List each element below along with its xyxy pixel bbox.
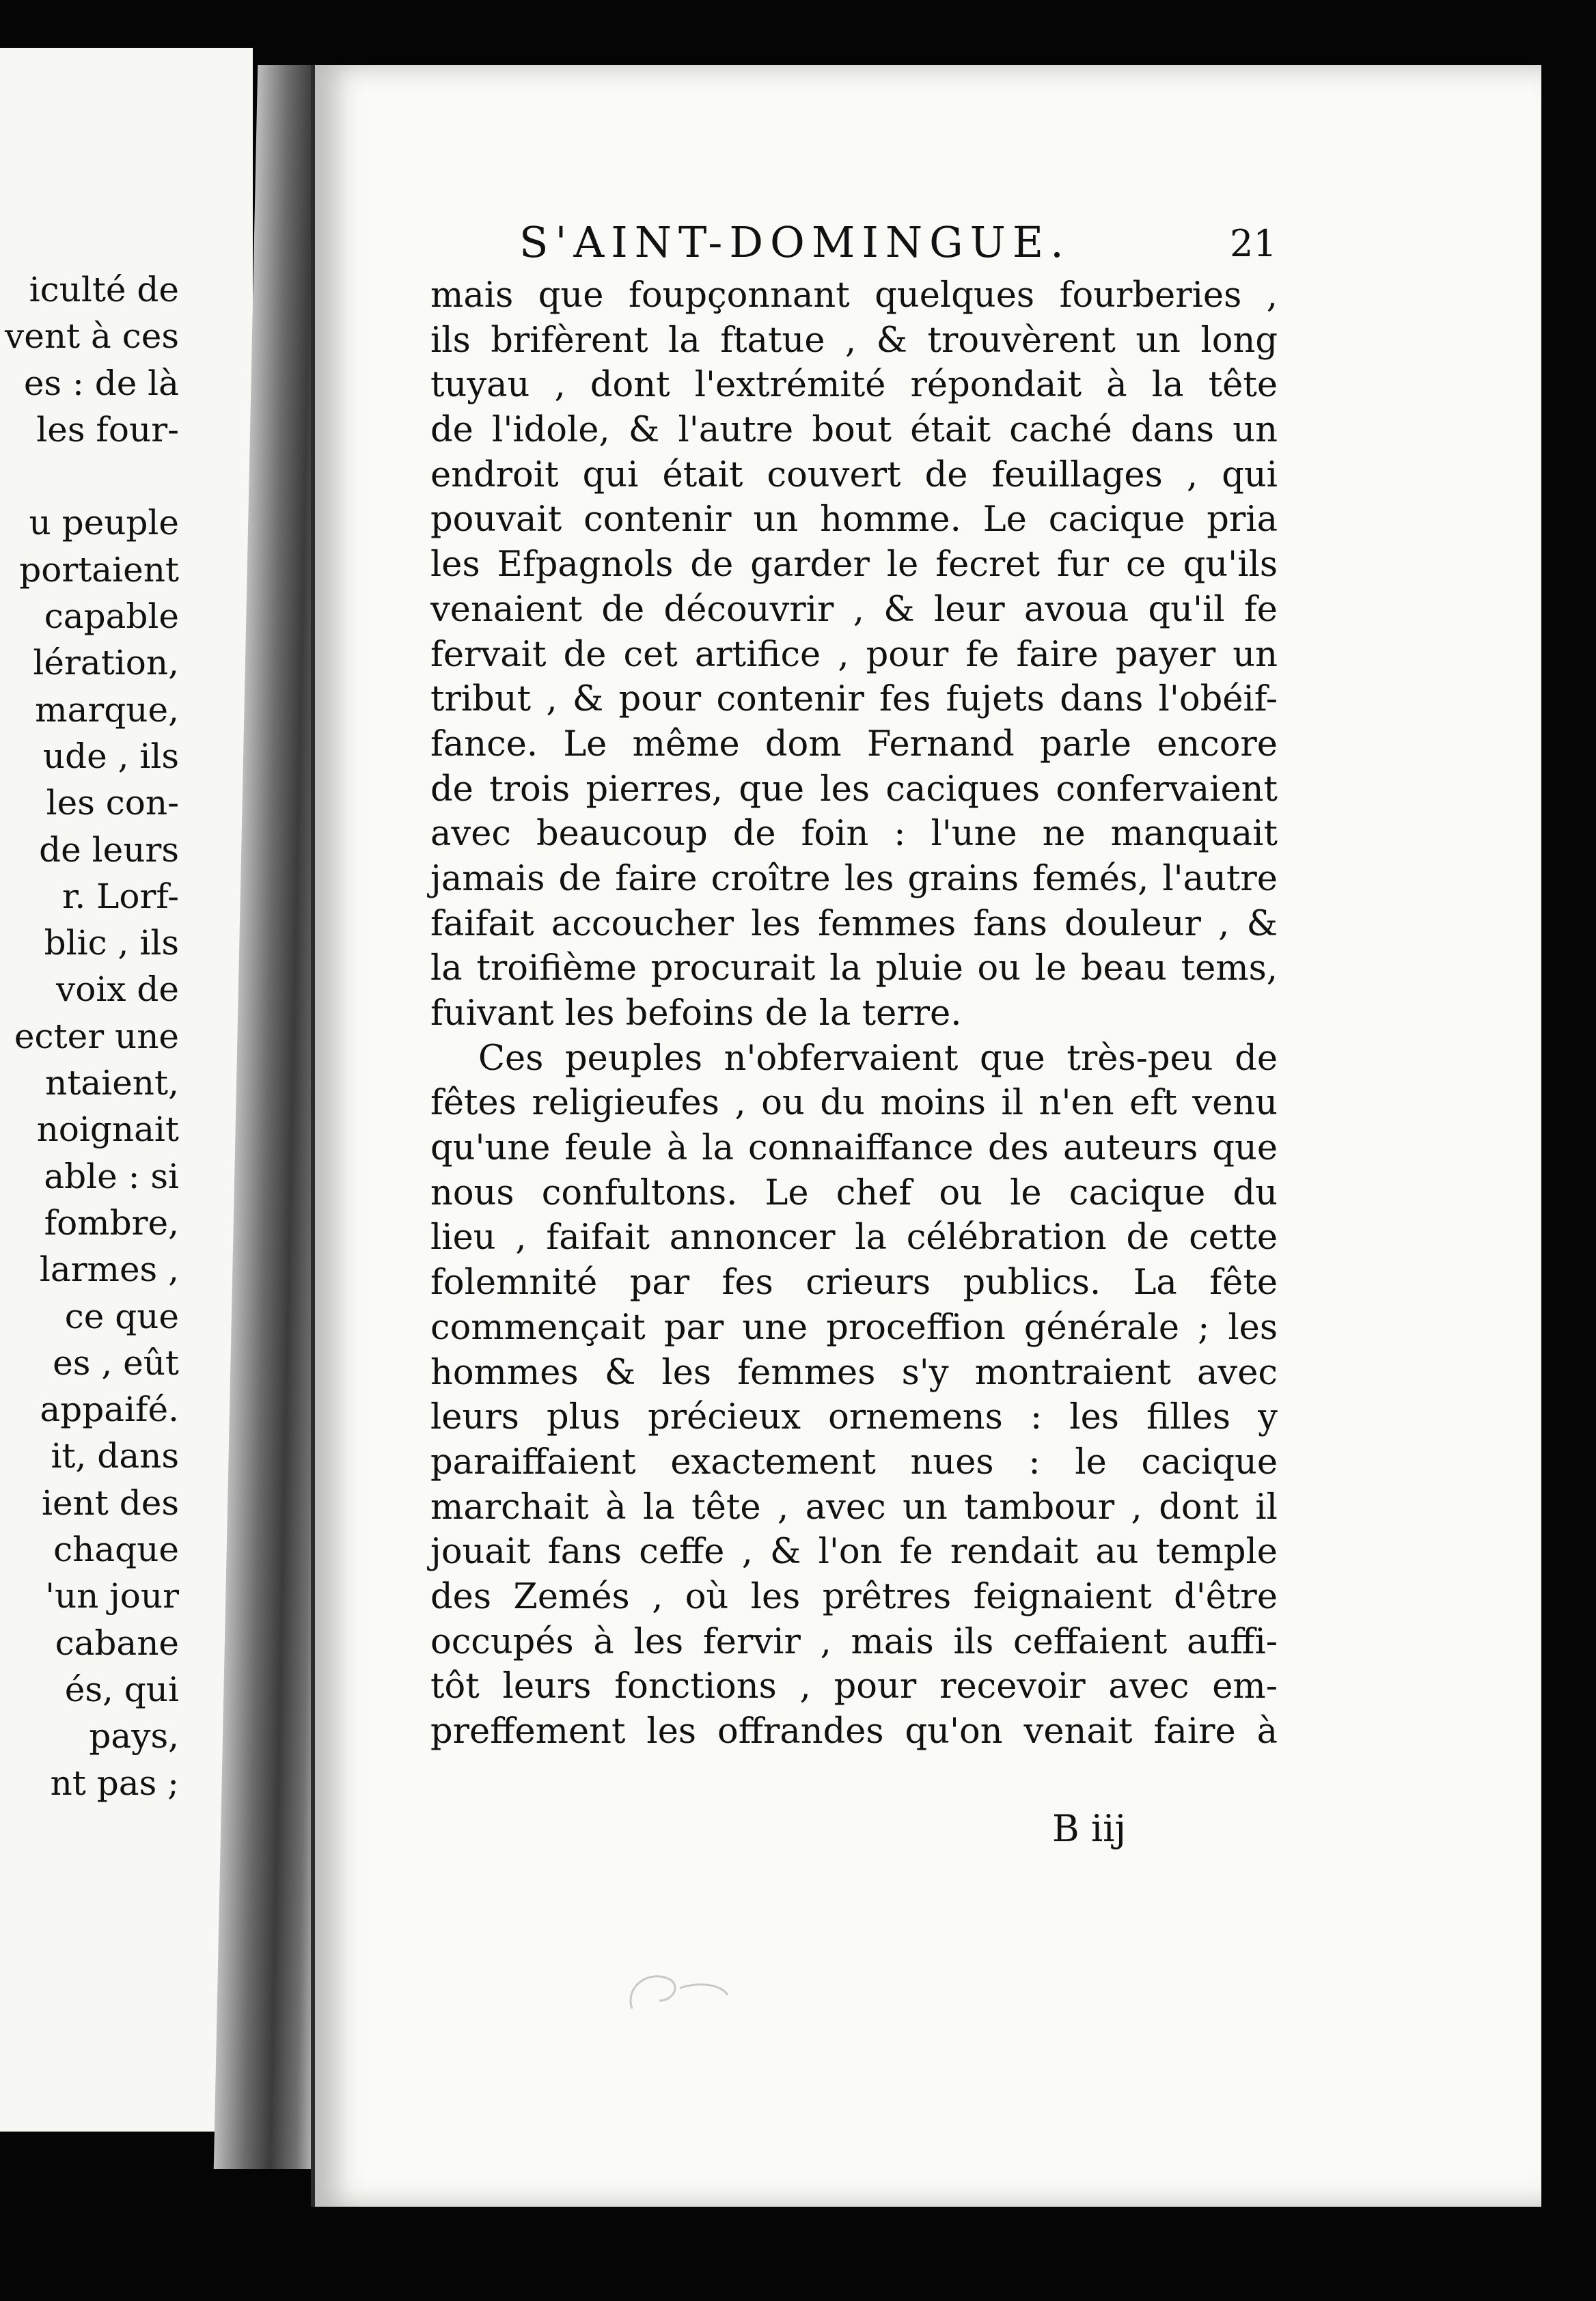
text-line: lieu , faifait annoncer la célébration de cette xyxy=(430,1217,1278,1258)
left-page-line: ce que xyxy=(64,1296,179,1336)
left-page-line: iculté de xyxy=(29,270,179,309)
text-line: tribut , & pour contenir fes fujets dans l'obéif- xyxy=(430,679,1278,720)
page-number: 21 xyxy=(1230,222,1277,265)
left-page-line: u peuple xyxy=(29,503,179,543)
left-page-line: vent à ces xyxy=(5,316,179,357)
text-line: fervait de cet artifice , pour fe faire payer un xyxy=(430,634,1278,675)
left-page-line: portaient xyxy=(19,549,179,590)
text-line: commençait par une proceffion générale ; les xyxy=(430,1307,1278,1348)
left-page-line: voix de xyxy=(55,969,179,1010)
text-line: avec beaucoup de foin : l'une ne manquait xyxy=(430,814,1278,855)
text-line: occupés à les fervir , mais ils ceffaient auffi- xyxy=(430,1621,1278,1662)
left-page-line: able : si xyxy=(44,1156,179,1196)
text-line: folemnité par fes crieurs publics. La fête xyxy=(430,1263,1278,1304)
text-line: venaient de découvrir , & leur avoua qu'il fe xyxy=(430,589,1278,630)
text-line: paraiffaient exactement nues : le cacique xyxy=(430,1442,1278,1483)
text-line: fuivant les befoins de la terre. xyxy=(430,993,962,1034)
left-page-fragment xyxy=(0,48,253,2132)
left-page-line: ntaient, xyxy=(45,1063,179,1103)
left-page-text xyxy=(0,266,179,1806)
text-line: tôt leurs fonctions , pour recevoir avec em- xyxy=(430,1666,1278,1707)
text-line: mais que foupçonnant quelques fourberies , xyxy=(430,275,1278,316)
text-line: de l'idole, & l'autre bout était caché dans un xyxy=(430,410,1278,451)
left-page-line: marque, xyxy=(35,689,179,730)
left-page-line xyxy=(0,453,179,499)
text-line: les Efpagnols de garder le fecret fur ce qu'ils xyxy=(430,545,1278,585)
text-line: hommes & les femmes s'y montraient avec xyxy=(430,1352,1278,1393)
left-page-line: ient des xyxy=(41,1483,179,1523)
left-page-line: capable xyxy=(44,596,179,637)
text-line: preffement les offrandes qu'on venait faire à xyxy=(430,1711,1278,1752)
left-page-line: cabane xyxy=(55,1623,179,1663)
text-line: pouvait contenir un homme. Le cacique pria xyxy=(430,499,1278,540)
signature-mark: B iij xyxy=(1052,1807,1127,1850)
left-page-line: 'un jour xyxy=(45,1576,179,1616)
left-page-line: blic , ils xyxy=(44,923,179,963)
pen-mark xyxy=(618,1961,734,2022)
page-body-text xyxy=(430,273,1278,1754)
left-page-line: ecter une xyxy=(14,1016,179,1056)
text-line: qu'une feule à la connaiffance des auteurs que xyxy=(430,1128,1278,1169)
left-page-line: es , eût xyxy=(53,1342,179,1383)
left-page-line: nt pas ; xyxy=(50,1763,179,1803)
text-line: Ces peuples n'obfervaient que très-peu de xyxy=(478,1038,1278,1079)
text-line: faifait accoucher les femmes fans douleur , & xyxy=(430,903,1278,944)
left-page-line: chaque xyxy=(53,1530,179,1570)
text-line: fêtes religieufes , ou du moins il n'en eft venu xyxy=(430,1083,1278,1124)
text-line: fance. Le même dom Fernand parle encore xyxy=(430,724,1278,764)
left-page-line: és, qui xyxy=(64,1669,179,1709)
text-line: leurs plus précieux ornemens : les filles y xyxy=(430,1397,1278,1438)
left-page-line: r. Lorf- xyxy=(61,876,179,916)
text-line: tuyau , dont l'extrémité répondait à la tête xyxy=(430,365,1278,406)
running-head: S'AINT-DOMINGUE. xyxy=(519,217,1071,267)
text-line: marchait à la tête , avec un tambour , dont il xyxy=(430,1487,1278,1528)
text-line: des Zemés , où les prêtres feignaient d'être xyxy=(430,1576,1278,1617)
text-line: de trois pierres, que les caciques confervaient xyxy=(430,769,1278,810)
left-page-line: es : de là xyxy=(23,363,179,403)
text-line: ils brifèrent la ftatue , & trouvèrent un long xyxy=(430,320,1278,361)
left-page-line: de leurs xyxy=(39,829,179,870)
left-page-line: fombre, xyxy=(44,1202,179,1243)
text-line: jamais de faire croître les grains femés, l'autre xyxy=(430,858,1278,899)
text-line: jouait fans ceffe , & l'on fe rendait au temple xyxy=(430,1532,1278,1573)
text-line: endroit qui était couvert de feuillages , qui xyxy=(430,454,1278,495)
left-page-line: larmes , xyxy=(39,1250,179,1290)
left-page-line: ude , ils xyxy=(42,736,179,776)
left-page-line: noignait xyxy=(36,1110,179,1150)
text-line: la troifième procurait la pluie ou le beau tems, xyxy=(430,948,1278,989)
left-page-line: it, dans xyxy=(51,1436,179,1476)
left-page-line: les four- xyxy=(36,409,179,450)
text-line: nous confultons. Le chef ou le cacique du xyxy=(430,1172,1278,1213)
left-page-line: lération, xyxy=(33,643,179,683)
left-page-line: appaifé. xyxy=(40,1390,179,1430)
left-page-line: pays, xyxy=(89,1716,179,1756)
left-page-line: les con- xyxy=(46,783,179,823)
